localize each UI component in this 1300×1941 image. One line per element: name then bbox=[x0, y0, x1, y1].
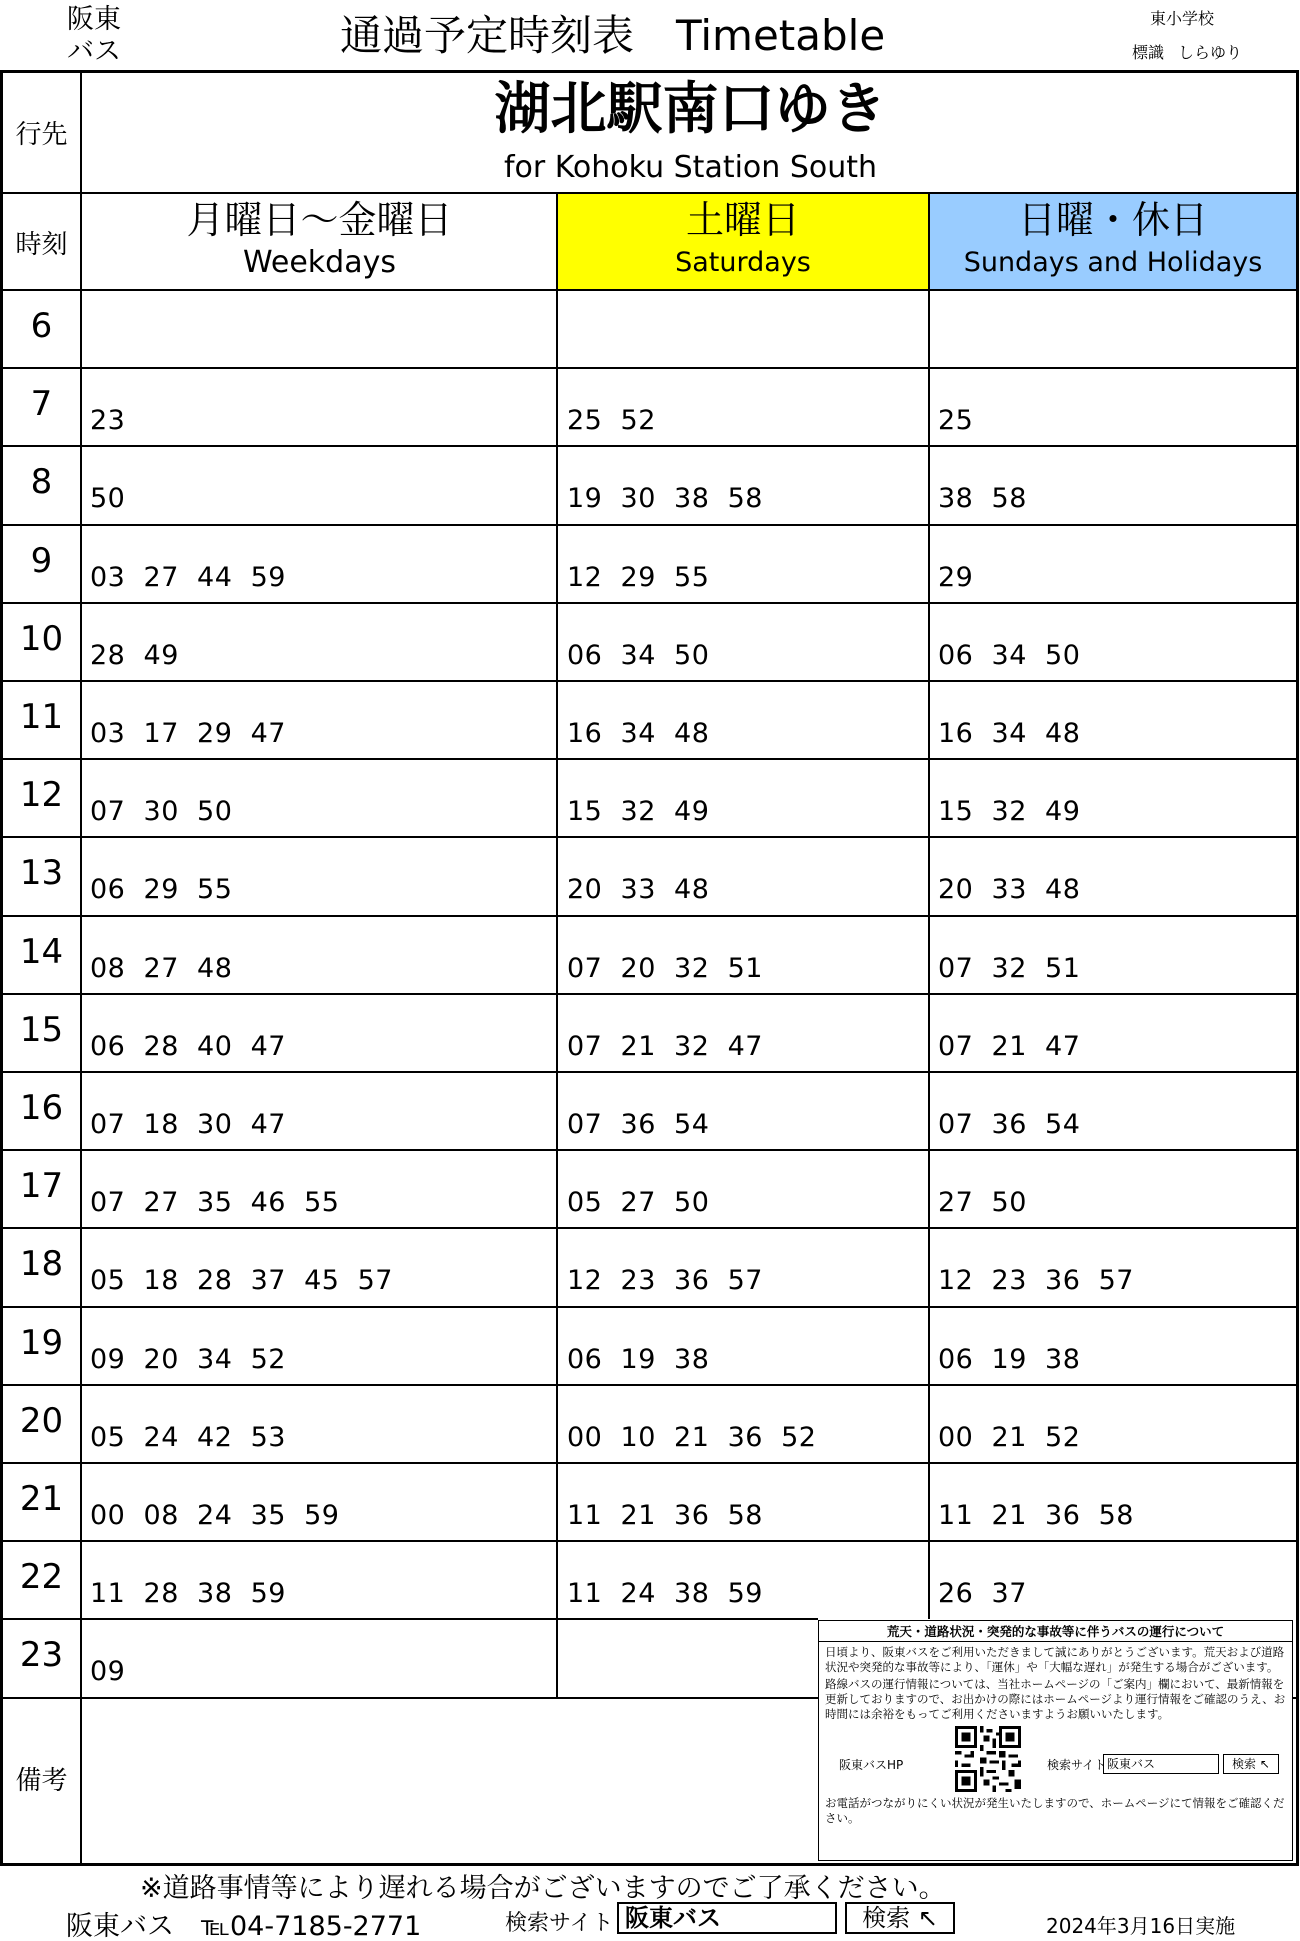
hp-label: 阪東バスHP bbox=[839, 1758, 904, 1772]
row-divider bbox=[0, 915, 1299, 917]
operation-notice bbox=[818, 1620, 1293, 1861]
row-divider bbox=[0, 993, 1299, 995]
hour-label: 14 bbox=[19, 931, 64, 972]
stop-sign-label: 標識 bbox=[1132, 43, 1165, 62]
departure-minutes-saturdays: 19 30 38 58 bbox=[567, 483, 763, 515]
departure-minutes-weekdays: 07 30 50 bbox=[90, 796, 233, 828]
column-weekdays-jp: 月曜日～金曜日 bbox=[186, 198, 453, 242]
departure-minutes-holidays: 07 36 54 bbox=[938, 1109, 1081, 1140]
departure-minutes-saturdays: 25 52 bbox=[567, 405, 656, 437]
column-saturdays-jp: 土曜日 bbox=[685, 198, 800, 242]
departure-minutes-weekdays: 50 bbox=[90, 483, 126, 515]
departure-minutes-saturdays: 00 10 21 36 52 bbox=[567, 1421, 817, 1453]
column-divider-2 bbox=[928, 192, 930, 1619]
row-divider bbox=[0, 1227, 1299, 1229]
departure-minutes-weekdays: 28 49 bbox=[90, 639, 179, 671]
hour-label: 23 bbox=[19, 1635, 64, 1676]
row-divider bbox=[0, 602, 1299, 604]
departure-minutes-saturdays: 06 34 50 bbox=[567, 639, 710, 671]
row-divider bbox=[0, 680, 1299, 682]
notice-qr-row bbox=[825, 1724, 1286, 1794]
delay-note: ※道路事情等により遅れる場合がございますのでご了承ください。 bbox=[140, 1873, 946, 1904]
departure-minutes-saturdays: 07 21 32 47 bbox=[567, 1030, 763, 1062]
notice-paragraph-2: 路線バスの運行情報については、当社ホームページの「ご案内」欄において、最新情報を更新しておりますので、お出かけの際にはホームページより運行情報をご確認のうえ、お時間には余裕をもってご利用くださいますようお願いいたします。 bbox=[825, 1677, 1286, 1721]
departure-minutes-holidays: 27 50 bbox=[938, 1187, 1027, 1219]
column-saturdays bbox=[558, 193, 928, 290]
column-weekdays bbox=[82, 193, 557, 290]
remarks-label: 備考 bbox=[15, 1766, 68, 1796]
hour-label: 19 bbox=[19, 1322, 64, 1363]
departure-minutes-weekdays: 05 18 28 37 45 57 bbox=[90, 1265, 393, 1297]
stop-sign-value: しらゆり bbox=[1178, 43, 1243, 62]
hour-label: 17 bbox=[19, 1166, 64, 1207]
column-divider-1 bbox=[556, 192, 558, 1698]
column-holidays-jp: 日曜・休日 bbox=[1017, 198, 1208, 242]
row-divider bbox=[0, 836, 1299, 838]
departure-minutes-weekdays: 09 bbox=[90, 1656, 126, 1688]
notice-search-input[interactable]: 阪東バス bbox=[1103, 1754, 1219, 1774]
hour-label: 7 bbox=[30, 384, 53, 425]
departure-minutes-saturdays: 12 29 55 bbox=[567, 561, 710, 593]
row-divider bbox=[0, 1149, 1299, 1151]
departure-minutes-holidays: 00 21 52 bbox=[938, 1421, 1081, 1453]
departure-minutes-saturdays: 11 24 38 59 bbox=[567, 1578, 763, 1610]
departure-minutes-weekdays: 09 20 34 52 bbox=[90, 1343, 286, 1375]
company-telephone: 阪東バス ℡04-7185-2771 bbox=[66, 1911, 422, 1941]
row-divider bbox=[0, 1540, 1299, 1542]
departure-minutes-holidays: 26 37 bbox=[938, 1578, 1027, 1610]
departure-minutes-holidays: 07 21 47 bbox=[938, 1030, 1081, 1062]
effective-date: 2024年3月16日実施 bbox=[1046, 1914, 1236, 1938]
departure-minutes-holidays: 25 bbox=[938, 405, 974, 437]
hour-label: 13 bbox=[19, 853, 64, 894]
hour-label: 18 bbox=[19, 1244, 64, 1285]
hour-label: 11 bbox=[19, 697, 64, 737]
departure-minutes-holidays: 06 19 38 bbox=[938, 1343, 1081, 1375]
footer-search-label: 検索サイト bbox=[505, 1911, 614, 1936]
hour-label: 16 bbox=[19, 1088, 64, 1128]
notice-paragraph-3: お電話がつながりにくい状況が発生いたしますので、ホームページにて情報をご確認ください。 bbox=[825, 1796, 1285, 1825]
departure-minutes-weekdays: 06 29 55 bbox=[90, 874, 233, 906]
departure-minutes-holidays: 16 34 48 bbox=[938, 718, 1081, 749]
departure-minutes-weekdays: 03 17 29 47 bbox=[90, 718, 286, 749]
hour-label: 15 bbox=[19, 1009, 64, 1050]
departure-minutes-weekdays: 07 27 35 46 55 bbox=[90, 1187, 340, 1219]
departure-minutes-saturdays: 06 19 38 bbox=[567, 1343, 710, 1375]
row-divider bbox=[0, 1071, 1299, 1073]
departure-minutes-weekdays: 03 27 44 59 bbox=[90, 561, 286, 593]
hour-label: 10 bbox=[19, 618, 64, 659]
row-divider bbox=[0, 524, 1299, 526]
notice-search-button-label: 検索 bbox=[1232, 1757, 1257, 1771]
row-divider bbox=[0, 758, 1299, 760]
destination-jp: 湖北駅南口ゆき bbox=[494, 77, 887, 142]
label-column-divider bbox=[80, 70, 82, 1866]
footer-search-button-label: 検索 bbox=[862, 1904, 911, 1932]
hour-label: 12 bbox=[19, 775, 64, 816]
departure-minutes-holidays: 07 32 51 bbox=[938, 952, 1081, 984]
departure-minutes-saturdays: 11 21 36 58 bbox=[567, 1500, 763, 1531]
time-label: 時刻 bbox=[15, 230, 68, 260]
departure-minutes-holidays: 15 32 49 bbox=[938, 796, 1081, 828]
departure-minutes-holidays: 29 bbox=[938, 561, 974, 593]
departure-minutes-saturdays: 07 36 54 bbox=[567, 1109, 710, 1140]
notice-title: 荒天・道路状況・突発的な事故等に伴うバスの運行について bbox=[819, 1624, 1292, 1642]
hour-label: 20 bbox=[19, 1400, 64, 1441]
footer-search-input[interactable]: 阪東バス bbox=[617, 1902, 837, 1934]
notice-search-label: 検索サイト bbox=[1047, 1758, 1107, 1772]
row-divider bbox=[0, 1462, 1299, 1464]
departure-minutes-holidays: 20 33 48 bbox=[938, 874, 1081, 906]
departure-minutes-weekdays: 08 27 48 bbox=[90, 952, 233, 984]
departure-minutes-holidays: 38 58 bbox=[938, 483, 1027, 515]
column-holidays bbox=[930, 193, 1296, 290]
destination-label: 行先 bbox=[15, 120, 68, 150]
column-holidays-en: Sundays and Holidays bbox=[963, 247, 1263, 278]
qr-code-icon[interactable] bbox=[955, 1726, 1021, 1792]
row-divider bbox=[0, 1618, 818, 1620]
footer-search-button[interactable] bbox=[845, 1902, 955, 1934]
hour-label: 8 bbox=[30, 462, 53, 503]
cursor-icon: ↖ bbox=[1259, 1757, 1270, 1771]
departure-minutes-weekdays: 06 28 40 47 bbox=[90, 1030, 286, 1062]
departure-minutes-holidays: 12 23 36 57 bbox=[938, 1265, 1134, 1297]
hour-label: 6 bbox=[30, 306, 53, 346]
company-name: 阪東 バス bbox=[67, 4, 121, 67]
departure-minutes-saturdays: 20 33 48 bbox=[567, 874, 710, 906]
column-saturdays-en: Saturdays bbox=[675, 247, 811, 278]
departure-minutes-holidays: 06 34 50 bbox=[938, 639, 1081, 671]
departure-minutes-weekdays: 07 18 30 47 bbox=[90, 1109, 286, 1140]
departure-minutes-weekdays: 05 24 42 53 bbox=[90, 1421, 286, 1453]
departure-minutes-weekdays: 00 08 24 35 59 bbox=[90, 1500, 340, 1531]
departure-minutes-weekdays: 11 28 38 59 bbox=[90, 1578, 286, 1610]
departure-minutes-saturdays: 07 20 32 51 bbox=[567, 952, 763, 984]
notice-paragraph-1: 日頃より、阪東バスをご利用いただきまして誠にありがとうございます。荒天および道路状況や突発的な事故等により、「運休」や「大幅な遅れ」が発生する場合がございます。 bbox=[825, 1645, 1285, 1674]
row-divider bbox=[0, 1384, 1299, 1386]
departure-minutes-saturdays: 05 27 50 bbox=[567, 1187, 710, 1219]
row-divider bbox=[0, 445, 1299, 447]
notice-search-button[interactable] bbox=[1223, 1754, 1279, 1774]
column-weekdays-en: Weekdays bbox=[242, 245, 396, 280]
row-divider bbox=[0, 367, 1299, 369]
departure-minutes-saturdays: 16 34 48 bbox=[567, 718, 710, 749]
hour-label: 22 bbox=[19, 1557, 64, 1598]
page-title: 通過予定時刻表 Timetable bbox=[340, 11, 886, 60]
destination-en: for Kohoku Station South bbox=[503, 150, 878, 185]
hour-label: 9 bbox=[30, 540, 53, 581]
hour-label: 21 bbox=[19, 1479, 64, 1519]
departure-minutes-saturdays: 12 23 36 57 bbox=[567, 1265, 763, 1297]
row-divider bbox=[0, 1306, 1299, 1308]
stop-area: 東小学校 bbox=[1150, 9, 1215, 28]
cursor-icon: ↖ bbox=[917, 1904, 938, 1932]
departure-minutes-saturdays: 15 32 49 bbox=[567, 796, 710, 828]
departure-minutes-weekdays: 23 bbox=[90, 405, 126, 437]
departure-minutes-holidays: 11 21 36 58 bbox=[938, 1500, 1134, 1531]
